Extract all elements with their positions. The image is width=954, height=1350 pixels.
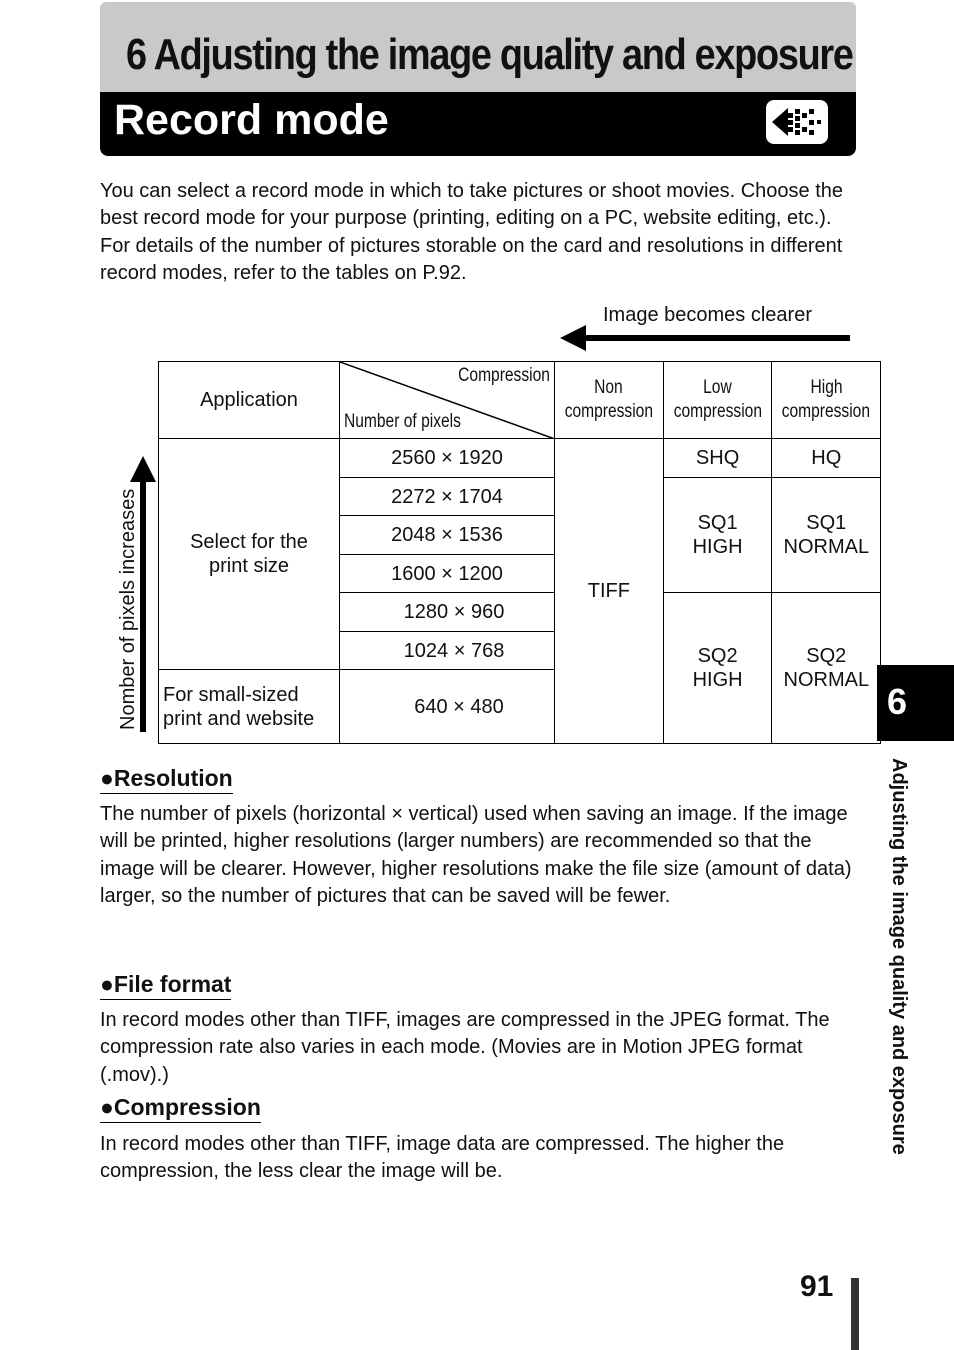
resolution-cell: 1024 × 768 xyxy=(340,632,555,670)
file-format-heading: ●File format xyxy=(100,971,231,1000)
pixels-header: Number of pixels xyxy=(344,411,461,432)
resolution-cell: 1280 × 960 xyxy=(340,593,555,632)
sq1-high-cell: SQ1 HIGH xyxy=(663,478,772,593)
clearer-label: Image becomes clearer xyxy=(603,304,812,326)
compression-heading: ●Compression xyxy=(100,1094,261,1123)
resolution-cell: 2560 × 1920 xyxy=(340,439,555,478)
high-compression-header: High compression xyxy=(772,362,881,439)
resolution-cell: 2048 × 1536 xyxy=(340,516,555,555)
resolution-cell: 640 × 480 xyxy=(340,670,555,744)
file-format-body: In record modes other than TIFF, images are compressed in the JPEG format. The compression rate also varies in each mode. (Movies are in Motion JPEG format (.mov).) xyxy=(100,1009,830,1086)
resolution-heading: ●Resolution xyxy=(100,765,233,794)
record-mode-icon xyxy=(766,100,828,144)
intro-paragraph: You can select a record mode in which to take pictures or shoot movies. Choose the best record mode for your purpose (printing, editing on a PC, website editing, etc.). For details of the number of pictures storable on the card and resolutions in different record modes, refer to the tables on P.92. xyxy=(100,180,843,284)
sq2-normal-cell: SQ2 NORMAL xyxy=(772,593,881,744)
sq2-high-cell: SQ2 HIGH xyxy=(663,593,772,744)
record-mode-table xyxy=(158,361,881,744)
non-compression-header: Non compression xyxy=(555,362,664,439)
compression-header: Compression xyxy=(458,365,550,386)
chapter-header xyxy=(100,2,856,156)
resolution-cell: 1600 × 1200 xyxy=(340,555,555,593)
chapter-side-label: Adjusting the image quality and exposure xyxy=(888,758,910,1155)
chapter-tab xyxy=(877,665,954,741)
sq1-normal-cell: SQ1 NORMAL xyxy=(772,478,881,593)
hq-cell: HQ xyxy=(772,439,881,478)
tiff-cell: TIFF xyxy=(555,439,664,744)
page-marker-bar xyxy=(851,1278,859,1350)
resolution-body: The number of pixels (horizontal × vertical) used when saving an image. If the image will be printed, higher resolutions (larger numbers) are recommended so that the image will be clearer. However, higher resolutions make the file size (amount of data) larger, so the number of pictures that can be saved will be fewer. xyxy=(100,803,852,907)
compression-pixels-header xyxy=(340,362,555,439)
chapter-tab-number: 6 xyxy=(887,681,908,722)
clearer-arrow-icon xyxy=(560,324,850,352)
resolution-cell: 2272 × 1704 xyxy=(340,478,555,516)
shq-cell: SHQ xyxy=(663,439,772,478)
low-compression-header: Low compression xyxy=(663,362,772,439)
app-print-size: Select for the print size xyxy=(159,439,340,670)
compression-body: In record modes other than TIFF, image data are compressed. The higher the compression, the less clear the image will be. xyxy=(100,1133,785,1183)
chapter-title: 6 Adjusting the image quality and exposure xyxy=(126,30,853,79)
title-bar xyxy=(100,92,856,156)
page-number: 91 xyxy=(800,1270,834,1303)
page-title: Record mode xyxy=(114,96,389,144)
app-small-size: For small-sized print and website xyxy=(159,670,340,744)
pixels-increase-label: Nomber of pixels increases xyxy=(117,488,139,730)
application-header: Application xyxy=(159,362,340,439)
